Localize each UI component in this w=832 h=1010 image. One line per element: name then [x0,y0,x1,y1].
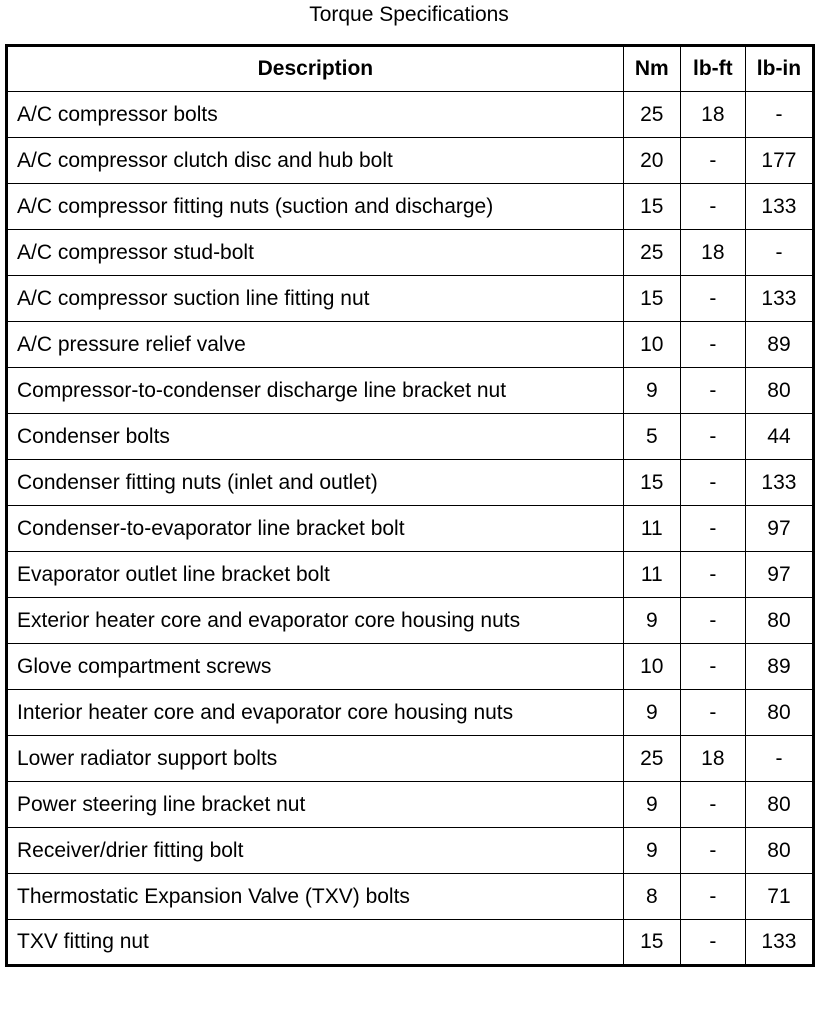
cell-lbin: 71 [745,874,813,920]
table-row [7,368,814,414]
cell-lbft: - [680,920,745,966]
cell-description: Condenser fitting nuts (inlet and outlet) [7,460,624,506]
table-row [7,552,814,598]
cell-nm: 10 [623,644,680,690]
table-row [7,644,814,690]
cell-description: A/C compressor clutch disc and hub bolt [7,138,624,184]
cell-lbin: 89 [745,644,813,690]
cell-lbft: - [680,506,745,552]
cell-nm: 15 [623,276,680,322]
cell-lbft: - [680,322,745,368]
cell-nm: 15 [623,460,680,506]
table-row [7,874,814,920]
cell-lbin: - [745,736,813,782]
table-row [7,506,814,552]
cell-lbin: 80 [745,782,813,828]
table-row [7,276,814,322]
cell-lbft: 18 [680,230,745,276]
cell-lbft: 18 [680,92,745,138]
cell-nm: 8 [623,874,680,920]
cell-description: Lower radiator support bolts [7,736,624,782]
cell-description: Exterior heater core and evaporator core housing nuts [7,598,624,644]
cell-lbin: 133 [745,920,813,966]
cell-lbin: 97 [745,506,813,552]
cell-lbin: 80 [745,690,813,736]
cell-lbin: 44 [745,414,813,460]
cell-description: A/C compressor stud-bolt [7,230,624,276]
cell-description: Thermostatic Expansion Valve (TXV) bolts [7,874,624,920]
cell-lbft: - [680,552,745,598]
page-title: Torque Specifications [309,3,509,26]
cell-lbin: 133 [745,460,813,506]
cell-lbin: - [745,230,813,276]
column-header-lbin: lb-in [745,46,813,92]
cell-description: Compressor-to-condenser discharge line bracket nut [7,368,624,414]
cell-description: Receiver/drier fitting bolt [7,828,624,874]
column-header-description: Description [7,46,624,92]
cell-lbft: - [680,460,745,506]
cell-nm: 11 [623,552,680,598]
table-row [7,736,814,782]
table-row [7,460,814,506]
table-row [7,322,814,368]
cell-nm: 20 [623,138,680,184]
cell-lbft: - [680,368,745,414]
cell-nm: 25 [623,92,680,138]
cell-nm: 9 [623,690,680,736]
cell-nm: 9 [623,368,680,414]
cell-lbft: - [680,690,745,736]
cell-lbft: - [680,874,745,920]
cell-nm: 11 [623,506,680,552]
cell-nm: 15 [623,184,680,230]
cell-description: A/C compressor bolts [7,92,624,138]
cell-nm: 10 [623,322,680,368]
cell-lbin: 80 [745,828,813,874]
cell-lbin: 89 [745,322,813,368]
cell-lbft: - [680,184,745,230]
cell-lbin: 133 [745,276,813,322]
cell-description: A/C pressure relief valve [7,322,624,368]
table-row [7,920,814,966]
cell-lbft: - [680,782,745,828]
cell-description: A/C compressor suction line fitting nut [7,276,624,322]
cell-lbin: 177 [745,138,813,184]
cell-nm: 25 [623,736,680,782]
cell-nm: 9 [623,828,680,874]
cell-lbft: - [680,276,745,322]
table-header-row [7,46,814,92]
table-row [7,184,814,230]
cell-lbin: 97 [745,552,813,598]
table-row [7,828,814,874]
cell-lbin: - [745,92,813,138]
cell-lbin: 80 [745,598,813,644]
cell-lbft: - [680,644,745,690]
cell-description: Glove compartment screws [7,644,624,690]
cell-description: Condenser bolts [7,414,624,460]
cell-description: Condenser-to-evaporator line bracket bolt [7,506,624,552]
cell-nm: 15 [623,920,680,966]
torque-specifications-table [5,44,815,967]
cell-nm: 9 [623,598,680,644]
cell-lbft: 18 [680,736,745,782]
table-row [7,782,814,828]
column-header-nm: Nm [623,46,680,92]
cell-lbft: - [680,598,745,644]
table-row [7,414,814,460]
cell-description: TXV fitting nut [7,920,624,966]
column-header-lbft: lb-ft [680,46,745,92]
cell-lbft: - [680,828,745,874]
cell-description: Interior heater core and evaporator core housing nuts [7,690,624,736]
cell-nm: 5 [623,414,680,460]
cell-description: A/C compressor fitting nuts (suction and discharge) [7,184,624,230]
table-row [7,690,814,736]
cell-lbin: 80 [745,368,813,414]
table-row [7,92,814,138]
cell-lbin: 133 [745,184,813,230]
cell-nm: 9 [623,782,680,828]
table-row [7,138,814,184]
cell-description: Power steering line bracket nut [7,782,624,828]
table-body [7,92,814,966]
table-row [7,230,814,276]
cell-lbft: - [680,138,745,184]
cell-description: Evaporator outlet line bracket bolt [7,552,624,598]
cell-nm: 25 [623,230,680,276]
table-row [7,598,814,644]
cell-lbft: - [680,414,745,460]
